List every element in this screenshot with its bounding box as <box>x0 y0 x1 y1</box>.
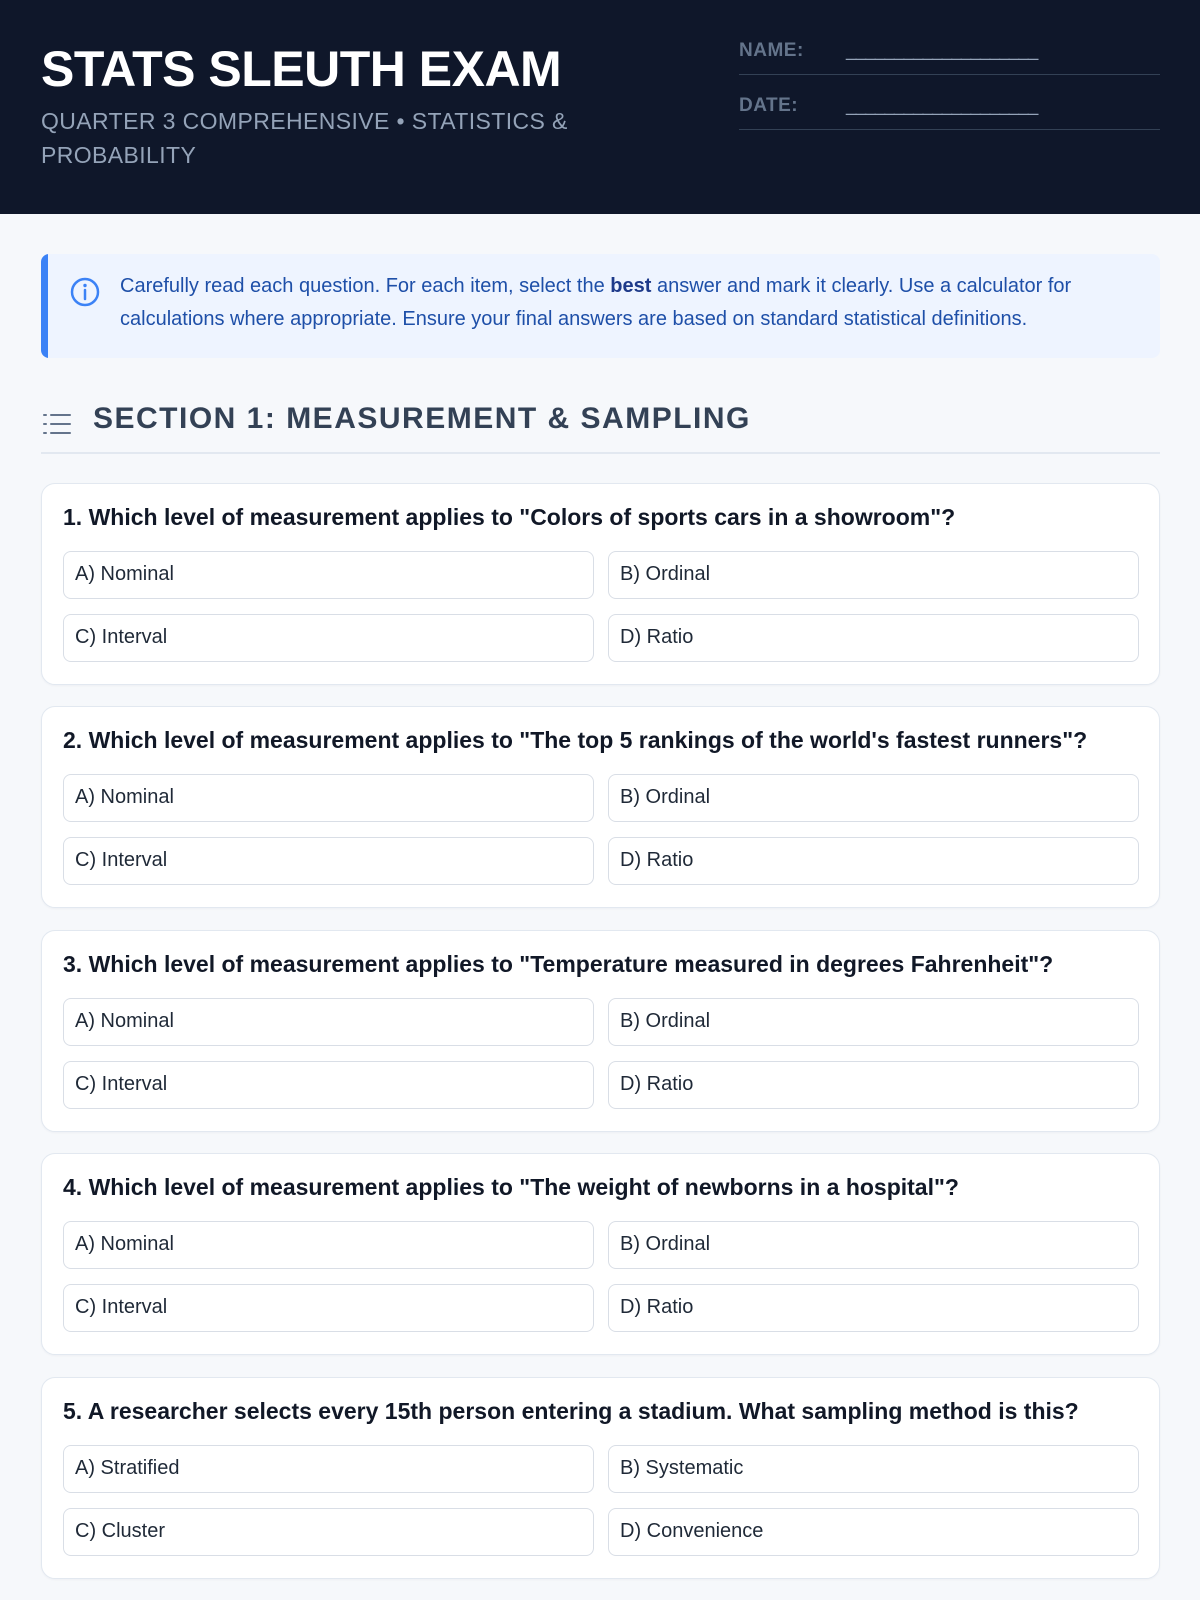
date-label: DATE: <box>739 95 799 116</box>
list-icon <box>41 408 73 440</box>
callout-accent-bar <box>41 254 48 358</box>
instructions-callout <box>41 254 1160 358</box>
question-card <box>41 1377 1160 1579</box>
date-field[interactable]: ____________________ <box>846 95 1038 116</box>
question-card <box>41 706 1160 908</box>
option-b[interactable]: B) Systematic <box>608 1445 1139 1493</box>
option-d[interactable]: D) Ratio <box>608 1061 1139 1109</box>
option-c[interactable]: C) Cluster <box>63 1508 594 1556</box>
option-a[interactable]: A) Nominal <box>63 551 594 599</box>
info-icon <box>69 276 101 308</box>
question-card <box>41 930 1160 1132</box>
option-c[interactable]: C) Interval <box>63 1061 594 1109</box>
option-c[interactable]: C) Interval <box>63 614 594 662</box>
option-d[interactable]: D) Convenience <box>608 1508 1139 1556</box>
question-text: 4. Which level of measurement applies to "The weight of newborns in a hospital"? <box>63 1174 959 1200</box>
option-a[interactable]: A) Nominal <box>63 998 594 1046</box>
question-card <box>41 1153 1160 1355</box>
name-field[interactable]: ____________________ <box>846 40 1038 61</box>
date-field-row <box>739 89 1160 130</box>
exam-header <box>0 0 1200 214</box>
question-text: 5. A researcher selects every 15th person entering a stadium. What sampling method is this? <box>63 1398 1079 1424</box>
question-text: 2. Which level of measurement applies to "The top 5 rankings of the world's fastest runners"? <box>63 727 1088 753</box>
option-a[interactable]: A) Nominal <box>63 1221 594 1269</box>
question-card <box>41 483 1160 685</box>
option-d[interactable]: D) Ratio <box>608 837 1139 885</box>
option-d[interactable]: D) Ratio <box>608 1284 1139 1332</box>
question-text: 1. Which level of measurement applies to "Colors of sports cars in a showroom"? <box>63 504 956 530</box>
name-field-row <box>739 34 1160 75</box>
option-a[interactable]: A) Stratified <box>63 1445 594 1493</box>
exam-subtitle: QUARTER 3 COMPREHENSIVE • STATISTICS & PROBABILITY <box>41 108 568 168</box>
option-b[interactable]: B) Ordinal <box>608 774 1139 822</box>
exam-title: STATS SLEUTH EXAM <box>41 41 562 97</box>
section-header <box>41 396 1160 454</box>
option-a[interactable]: A) Nominal <box>63 774 594 822</box>
option-b[interactable]: B) Ordinal <box>608 998 1139 1046</box>
option-c[interactable]: C) Interval <box>63 1284 594 1332</box>
option-c[interactable]: C) Interval <box>63 837 594 885</box>
option-b[interactable]: B) Ordinal <box>608 551 1139 599</box>
section-title: SECTION 1: MEASUREMENT & SAMPLING <box>93 402 751 435</box>
instructions-text: Carefully read each question. For each item, select the best answer and mark it clearly. Use a calculator for calculations where appropriate. Ensure your final answers are based on standard statistical definitions. <box>120 275 1072 330</box>
question-text: 3. Which level of measurement applies to "Temperature measured in degrees Fahrenheit"? <box>63 951 1054 977</box>
option-d[interactable]: D) Ratio <box>608 614 1139 662</box>
option-b[interactable]: B) Ordinal <box>608 1221 1139 1269</box>
emphasis-best: best <box>610 275 652 297</box>
name-label: NAME: <box>739 40 804 61</box>
